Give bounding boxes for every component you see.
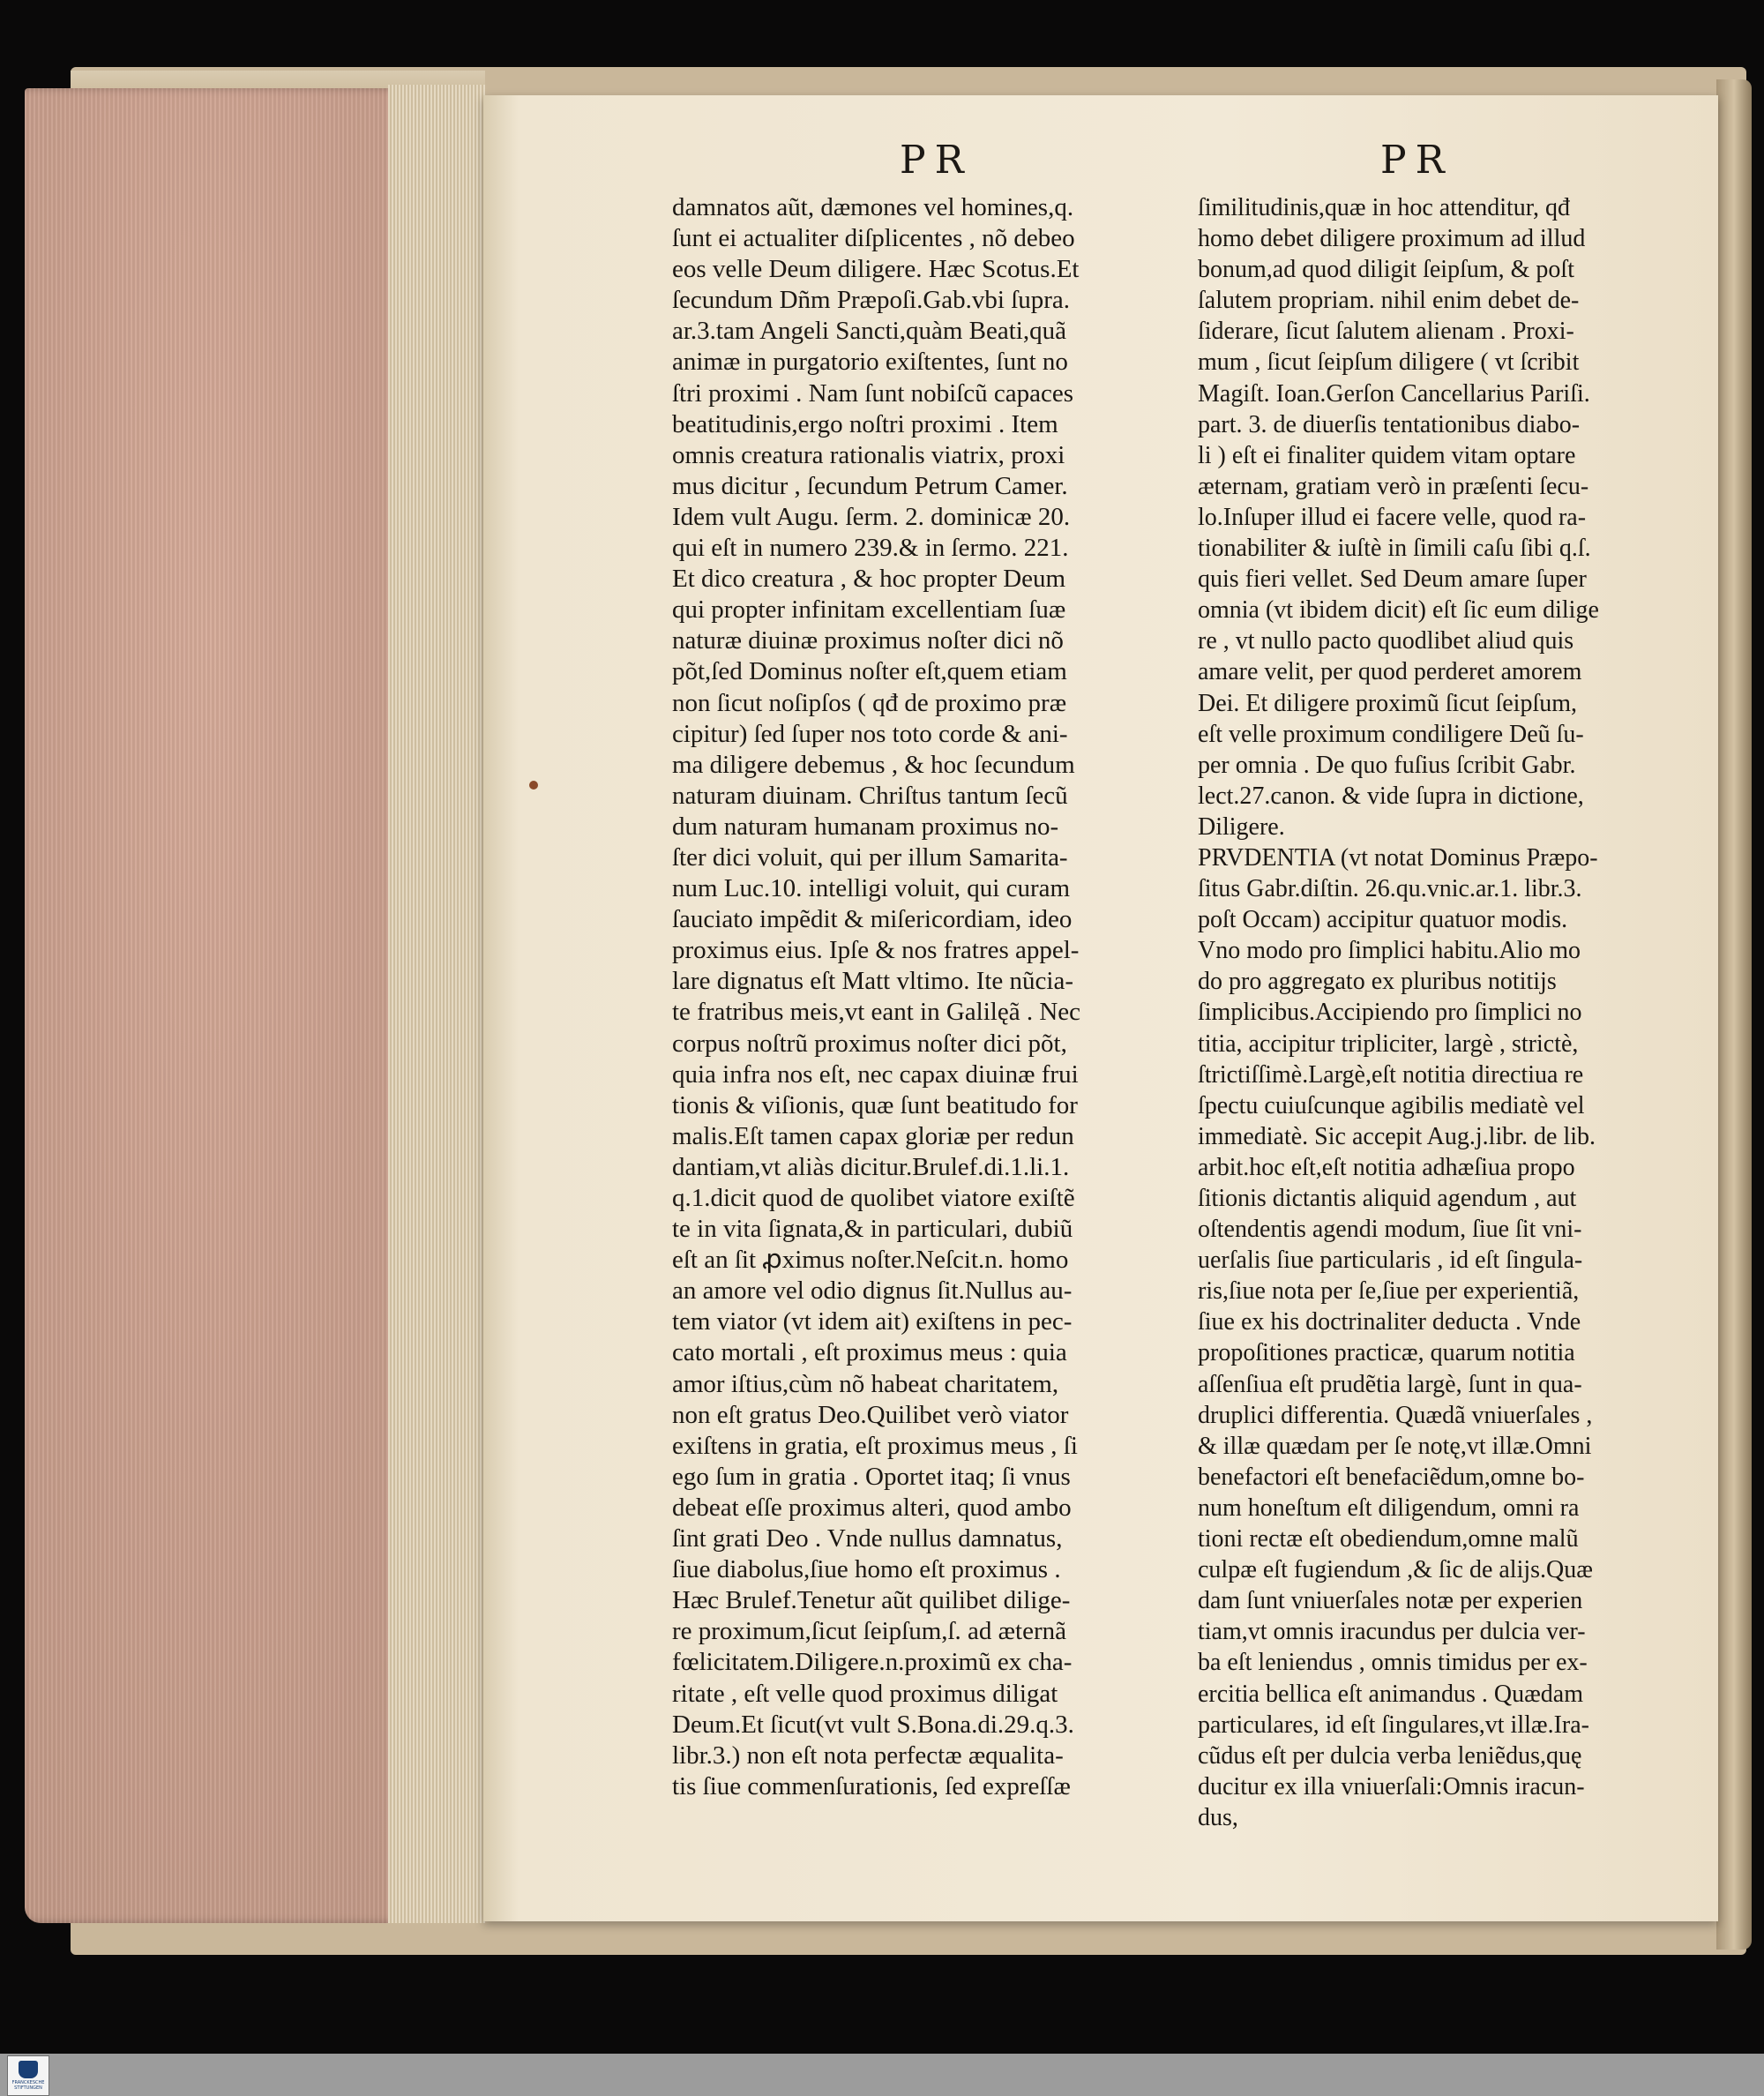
right-column-line: poſt Occam) accipitur quatuor modis. [1198, 906, 1568, 934]
left-column-line: non eſt gratus Deo.Quilibet verò viator [672, 1400, 1069, 1429]
right-column-line: eſt velle proximum condiligere Deũ ſu- [1198, 720, 1584, 748]
right-column-line: tioni rectæ eſt obediendum,omne malũ [1198, 1525, 1579, 1553]
left-column-line: malis.Eſt tamen capax gloriæ per redun [672, 1121, 1074, 1150]
right-column-line: Vno modo pro ſimplici habitu.Alio mo [1198, 937, 1581, 965]
right-column-line: lo.Inſuper illud ei facere velle, quod ra- [1198, 503, 1587, 531]
left-column-line: ma diligere debemus , & hoc ſecundum [672, 750, 1075, 779]
left-column-line: non ſicut noſipſos ( qđ de proximo præ [672, 688, 1067, 717]
right-column-line: dam ſunt vniuerſales notæ per experien [1198, 1587, 1583, 1615]
right-column-line: quis fieri vellet. Sed Deum amare ſuper [1198, 565, 1587, 594]
right-column-line: homo debet diligere proximum ad illud [1198, 225, 1586, 253]
scan-footer-bar [0, 2054, 1764, 2096]
left-column-line: animæ in purgatorio exiſtentes, ſunt no [672, 348, 1068, 377]
left-column-line: qui propter infinitam excellentiam ſuæ [672, 595, 1066, 625]
left-column-line: ſiue diabolus,ſiue homo eſt proximus . [672, 1555, 1061, 1584]
right-column-line: ſiue ex his doctrinaliter deducta . Vnde [1198, 1308, 1581, 1336]
right-column-line: arbit.hoc eſt,eſt notitia adhæſiua propo [1198, 1153, 1575, 1181]
left-column-line: an amore vel odio dignus ſit.Nullus au- [672, 1276, 1073, 1306]
left-column-line: Hæc Brulef.Tenetur aũt quilibet dilige- [672, 1586, 1071, 1615]
running-header-right: PR [1380, 138, 1454, 183]
right-column-line: do pro aggregato ex pluribus notitijs [1198, 968, 1557, 996]
library-logo-icon: FRANCKESCHE STIFTUNGEN [7, 2055, 49, 2096]
left-column-line: Et dico creatura , & hoc propter Deum [672, 565, 1066, 594]
right-column-line: ſpectu cuiuſcunque agibilis mediatè vel [1198, 1091, 1585, 1119]
left-column-line: re proximum,ſicut ſeipſum,ſ. ad æternã [672, 1617, 1066, 1646]
right-column-line: part. 3. de diuerſis tentationibus diabo- [1198, 410, 1581, 438]
left-column-line: ſtri proximi . Nam ſunt nobiſcũ capaces [672, 378, 1074, 408]
right-column-line: culpæ eſt fugiendum ,& ſic de alijs.Quæ [1198, 1556, 1593, 1584]
right-column-line: re , vt nullo pacto quodlibet aliud quis [1198, 627, 1574, 655]
left-column-line: ſter dici voluit, qui per illum Samarita- [672, 842, 1068, 872]
left-column-line: tionis & viſionis, quæ ſunt beatitudo for [672, 1090, 1078, 1119]
right-column-line: immediatè. Sic accepit Aug.j.libr. de lib. [1198, 1122, 1596, 1150]
right-column-line: aſſenſiua eſt prudẽtia largè, ſunt in qua- [1198, 1370, 1582, 1398]
left-column-line: libr.3.) non eſt nota perfectæ æqualita- [672, 1740, 1064, 1770]
right-column-line: num honeſtum eſt diligendum, omni ra [1198, 1493, 1580, 1522]
right-column-line: æternam, gratiam verò in præſenti ſecu- [1198, 472, 1589, 500]
text-column-right [1198, 192, 1656, 1833]
left-column-line: ſauciato impẽdit & miſericordiam, ideo [672, 905, 1073, 934]
left-column-line: lare dignatus eſt Matt vltimo. Ite nũcia- [672, 967, 1074, 996]
right-column-line: per omnia . De quo fuſius ſcribit Gabr. [1198, 751, 1576, 779]
text-column-left [672, 192, 1162, 1802]
right-column-line: mum , ſicut ſeipſum diligere ( vt ſcribit [1198, 348, 1580, 377]
right-column-line: ſimilitudinis,quæ in hoc attenditur, qđ [1198, 194, 1570, 221]
right-column-line: omnia (vt ibidem dicit) eſt ſic eum dilige [1198, 596, 1599, 625]
left-column-line: qui eſt in numero 239.& in ſermo. 221. [672, 534, 1069, 563]
left-column-line: ſunt ei actualiter diſplicentes , nõ debeo [672, 224, 1075, 253]
left-column-line: mus dicitur , ſecundum Petrum Camer. [672, 471, 1068, 500]
left-column-line: omnis creatura rationalis viatrix, proxi [672, 440, 1065, 469]
left-column-line: ſecundum Dñm Præpoſi.Gab.vbi ſupra. [672, 286, 1071, 315]
right-column-line: lect.27.canon. & vide ſupra in dictione, [1198, 782, 1584, 810]
right-column-line: ercitia bellica eſt animandus . Quædam [1198, 1680, 1583, 1708]
left-column-line: amor iſtius,cùm nõ habeat charitatem, [672, 1369, 1059, 1398]
left-column-line: cato mortali , eſt proximus meus : quia [672, 1338, 1067, 1367]
left-column-line: num Luc.10. intelligi voluit, qui curam [672, 874, 1071, 903]
left-column-line: eſt an ſit ꝓximus noſter.Neſcit.n. homo [672, 1246, 1069, 1275]
right-column-line: dus, [1198, 1803, 1238, 1831]
right-column-line: Diligere. [1198, 812, 1285, 841]
left-column-line: fœlicitatem.Diligere.n.proximũ ex cha- [672, 1648, 1073, 1677]
left-column-line: naturam diuinam. Chriſtus tantum ſecũ [672, 781, 1068, 810]
right-column-line: Magiſt. Ioan.Gerſon Cancellarius Pariſi. [1198, 379, 1590, 408]
right-column-line: amare velit, per quod perderet amorem [1198, 658, 1582, 686]
left-column-line: cipitur) ſed ſuper nos toto corde & ani- [672, 719, 1068, 748]
right-column-line: ſalutem propriam. nihil enim debet de- [1198, 287, 1580, 315]
ink-spot [529, 781, 538, 790]
left-column-line: ar.3.tam Angeli Sancti,quàm Beati,quã [672, 317, 1066, 346]
right-column-line: ſtrictiſſimè.Largè,eſt notitia directiua re [1198, 1060, 1584, 1089]
right-column-line: benefactori eſt benefaciẽdum,omne bo- [1198, 1463, 1585, 1491]
right-column-line: Dei. Et diligere proximũ ſicut ſeipſum, [1198, 689, 1578, 717]
left-column-line: ritate , eſt velle quod proximus diligat [672, 1679, 1058, 1708]
left-column-line: debeat eſſe proximus alteri, quod ambo [672, 1493, 1072, 1522]
left-column-line: tis ſiue commenſurationis, ſed expreſſæ [672, 1771, 1071, 1800]
page-stack [388, 85, 485, 1923]
left-column-line: põt,ſed Dominus noſter eſt,quem etiam [672, 657, 1067, 686]
right-column-line: bonum,ad quod diligit ſeipſum, & poſt [1198, 256, 1574, 284]
right-column-line: ducitur ex illa vniuerſali:Omnis iracun- [1198, 1772, 1585, 1800]
left-column-line: ſint grati Deo . Vnde nullus damnatus, [672, 1524, 1063, 1553]
right-column-line: tionabiliter & iuſtè in ſimili caſu ſibi q.ſ. [1198, 535, 1591, 563]
left-column-line: Deum.Et ſicut(vt vult S.Bona.di.29.q.3. [672, 1710, 1074, 1739]
left-column-line: beatitudinis,ergo noſtri proximi . Item [672, 409, 1058, 438]
right-column-line: ſiderare, ſicut ſalutem alienam . Proxi- [1198, 318, 1574, 346]
left-column-line: damnatos aũt, dæmones vel homines,q. [672, 193, 1074, 221]
left-column-line: eos velle Deum diligere. Hæc Scotus.Et [672, 255, 1080, 284]
right-column-line: ſitionis dictantis aliquid agendum , aut [1198, 1185, 1577, 1212]
right-column-line: particulares, id eſt ſingulares,vt illæ.Ira- [1198, 1710, 1589, 1739]
left-column-line: dantiam,vt aliàs dicitur.Brulef.di.1.li.1. [672, 1152, 1070, 1181]
right-column-line: PRVDENTIA (vt notat Dominus Præpo- [1198, 843, 1598, 872]
left-column-line: dum naturam humanam proximus no- [672, 812, 1059, 841]
left-column-line: proximus eius. Ipſe & nos fratres appel- [672, 936, 1080, 965]
left-column-line: quia infra nos eſt, nec capax diuinæ frui [672, 1059, 1079, 1089]
page-right-edge [1716, 79, 1752, 1950]
left-column-line: naturæ diuinæ proximus noſter dici nõ [672, 626, 1064, 655]
left-column-line: te fratribus meis,vt eant in Galilęã . Nec [672, 998, 1081, 1027]
right-column-line: oſtendentis agendi modum, ſiue ſit vni- [1198, 1216, 1582, 1244]
left-column-line: q.1.dicit quod de quolibet viatore exiſtẽ [672, 1184, 1075, 1212]
right-column-line: ſitus Gabr.diſtin. 26.qu.vnic.ar.1. libr.3. [1198, 875, 1582, 903]
right-column-line: cũdus eſt per dulcia verba leniẽdus,quę [1198, 1741, 1582, 1770]
left-column-line: te in vita ſignata,& in particulari, dubiũ [672, 1215, 1073, 1244]
left-column-line: Idem vult Augu. ſerm. 2. dominicæ 20. [672, 502, 1071, 531]
right-column-line: ba eſt leniendus , omnis timidus per ex- [1198, 1649, 1588, 1677]
left-column-line: tem viator (vt idem ait) exiſtens in pec- [672, 1307, 1073, 1336]
right-column-line: uerſalis ſiue particularis , id eſt ſingula- [1198, 1246, 1583, 1275]
right-column-line: propoſitiones practicæ, quarum notitia [1198, 1339, 1575, 1367]
right-column-line: titia, accipitur tripliciter, largè , strictè, [1198, 1029, 1579, 1058]
right-column-line: ris,ſiue nota per ſe,ſiue per experientiã, [1198, 1277, 1580, 1306]
left-column-line: ego ſum in gratia . Oportet itaq; ſi vnus [672, 1462, 1071, 1491]
left-column-line: exiſtens in gratia, eſt proximus meus , ſi [672, 1431, 1078, 1460]
right-column-line: tiam,vt omnis iracundus per dulcia ver- [1198, 1618, 1586, 1646]
right-column-line: li ) eſt ei finaliter quidem vitam optare [1198, 441, 1576, 469]
right-column-line: & illæ quædam per ſe notę,vt illæ.Omni [1198, 1432, 1592, 1460]
right-column-line: druplici differentia. Quædã vniuerſales , [1198, 1401, 1593, 1429]
running-header-left: PR [900, 138, 973, 183]
right-column-line: ſimplicibus.Accipiendo pro ſimplici no [1198, 999, 1582, 1027]
left-column-line: corpus noſtrũ proximus noſter dici põt, [672, 1029, 1067, 1058]
